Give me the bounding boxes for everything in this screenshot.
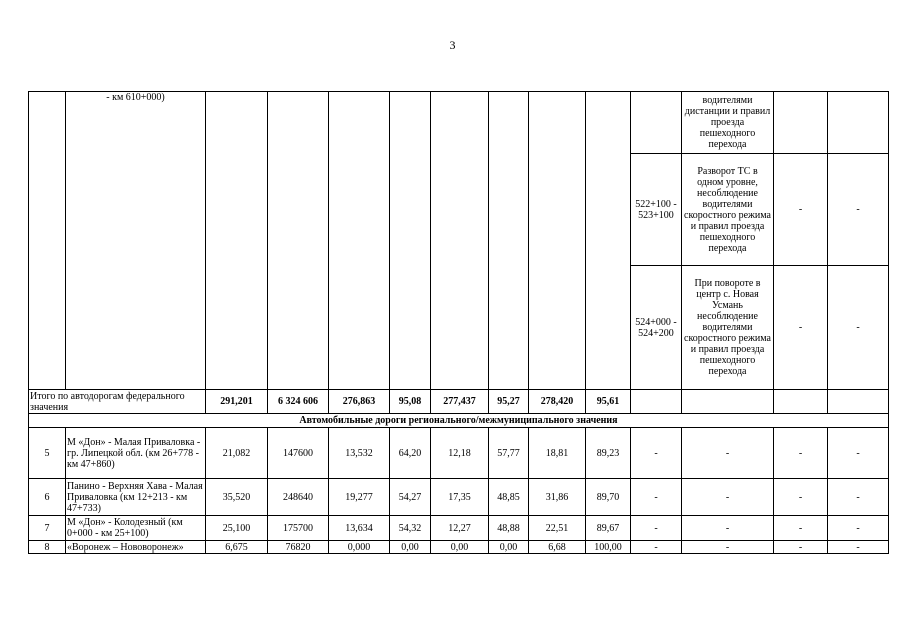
value-cell: 89,67 <box>586 516 631 541</box>
value-cell: 0,00 <box>390 541 431 554</box>
value-cell: 25,100 <box>206 516 268 541</box>
value-cell: 13,634 <box>329 516 390 541</box>
section-title: Автомобильные дороги регионального/межмуниципального значения <box>29 414 889 428</box>
page-number: 3 <box>449 38 456 52</box>
value-cell: 12,18 <box>431 428 489 479</box>
value-cell: 0,000 <box>329 541 390 554</box>
segment-cell: - <box>828 154 889 266</box>
value-cell: 248640 <box>268 479 329 516</box>
value-cell: 76820 <box>268 541 329 554</box>
total-cell: 278,420 <box>529 390 586 414</box>
value-cell: 100,00 <box>586 541 631 554</box>
value-cell: - <box>828 479 889 516</box>
total-cell: 95,27 <box>489 390 529 414</box>
value-cell: - <box>774 516 828 541</box>
section-header-row <box>29 414 889 428</box>
value-cell: - <box>631 541 682 554</box>
value-cell: 21,082 <box>206 428 268 479</box>
value-cell: - <box>682 428 774 479</box>
value-cell: 17,35 <box>431 479 489 516</box>
segment-km: 522+100 - 523+100 <box>631 154 682 266</box>
value-cell: - <box>774 428 828 479</box>
table-row <box>29 516 889 541</box>
total-cell: 95,61 <box>586 390 631 414</box>
total-cell: 291,201 <box>206 390 268 414</box>
value-cell: 31,86 <box>529 479 586 516</box>
value-cell: 48,85 <box>489 479 529 516</box>
table-row <box>29 428 889 479</box>
value-cell: 64,20 <box>390 428 431 479</box>
value-cell: - <box>682 541 774 554</box>
segment-description: При повороте в центр с. Новая Усмань несоблюдение водителями скоростного режима и правил проезда пешеходного перехода <box>682 266 774 390</box>
segment-km: 524+000 - 524+200 <box>631 266 682 390</box>
segment-cell <box>774 92 828 154</box>
value-cell: 19,277 <box>329 479 390 516</box>
value-cell: - <box>682 479 774 516</box>
value-cell: - <box>774 541 828 554</box>
value-cell: 0,00 <box>489 541 529 554</box>
value-cell: 54,32 <box>390 516 431 541</box>
continuation-row <box>29 92 889 154</box>
federal-total-label: Итого по автодорогам федерального значения <box>29 390 206 414</box>
value-cell: 35,520 <box>206 479 268 516</box>
value-cell: - <box>631 516 682 541</box>
value-cell: 6,68 <box>529 541 586 554</box>
segment-cell <box>828 92 889 154</box>
table-row <box>29 479 889 516</box>
segment-description: водителями дистанции и правил проезда пешеходного перехода <box>682 92 774 154</box>
value-cell: - <box>682 516 774 541</box>
road-name: М «Дон» - Колодезный (км 0+000 - км 25+100) <box>66 516 206 541</box>
road-name: Панино - Верхняя Хава - Малая Приваловка (км 12+213 - км 47+733) <box>66 479 206 516</box>
segment-description: Разворот ТС в одном уровне, несоблюдение водителями скоростного режима и правил проезда пешеходного перехода <box>682 154 774 266</box>
value-cell: - <box>828 428 889 479</box>
value-cell: 57,77 <box>489 428 529 479</box>
row-number: 6 <box>29 479 66 516</box>
value-cell: 22,51 <box>529 516 586 541</box>
value-cell: - <box>631 479 682 516</box>
value-cell: 147600 <box>268 428 329 479</box>
total-cell: 277,437 <box>431 390 489 414</box>
roads-table <box>28 91 889 554</box>
road-name: М «Дон» - Малая Приваловка - гр. Липецкой обл. (км 26+778 - км 47+860) <box>66 428 206 479</box>
value-cell: - <box>828 541 889 554</box>
value-cell: 54,27 <box>390 479 431 516</box>
row-number: 8 <box>29 541 66 554</box>
road-name: - км 610+000) <box>66 92 206 390</box>
table-row <box>29 541 889 554</box>
value-cell: 6,675 <box>206 541 268 554</box>
value-cell: 89,23 <box>586 428 631 479</box>
row-number: 5 <box>29 428 66 479</box>
value-cell: - <box>774 479 828 516</box>
value-cell: 175700 <box>268 516 329 541</box>
federal-total-row <box>29 390 889 414</box>
segment-km <box>631 92 682 154</box>
value-cell: 48,88 <box>489 516 529 541</box>
total-cell: 276,863 <box>329 390 390 414</box>
value-cell: 0,00 <box>431 541 489 554</box>
value-cell: 18,81 <box>529 428 586 479</box>
value-cell: - <box>631 428 682 479</box>
total-cell: 6 324 606 <box>268 390 329 414</box>
segment-cell: - <box>774 266 828 390</box>
segment-cell: - <box>828 266 889 390</box>
total-cell: 95,08 <box>390 390 431 414</box>
road-name: «Воронеж – Нововоронеж» <box>66 541 206 554</box>
value-cell: 89,70 <box>586 479 631 516</box>
row-number: 7 <box>29 516 66 541</box>
value-cell: - <box>828 516 889 541</box>
value-cell: 12,27 <box>431 516 489 541</box>
value-cell: 13,532 <box>329 428 390 479</box>
segment-cell: - <box>774 154 828 266</box>
